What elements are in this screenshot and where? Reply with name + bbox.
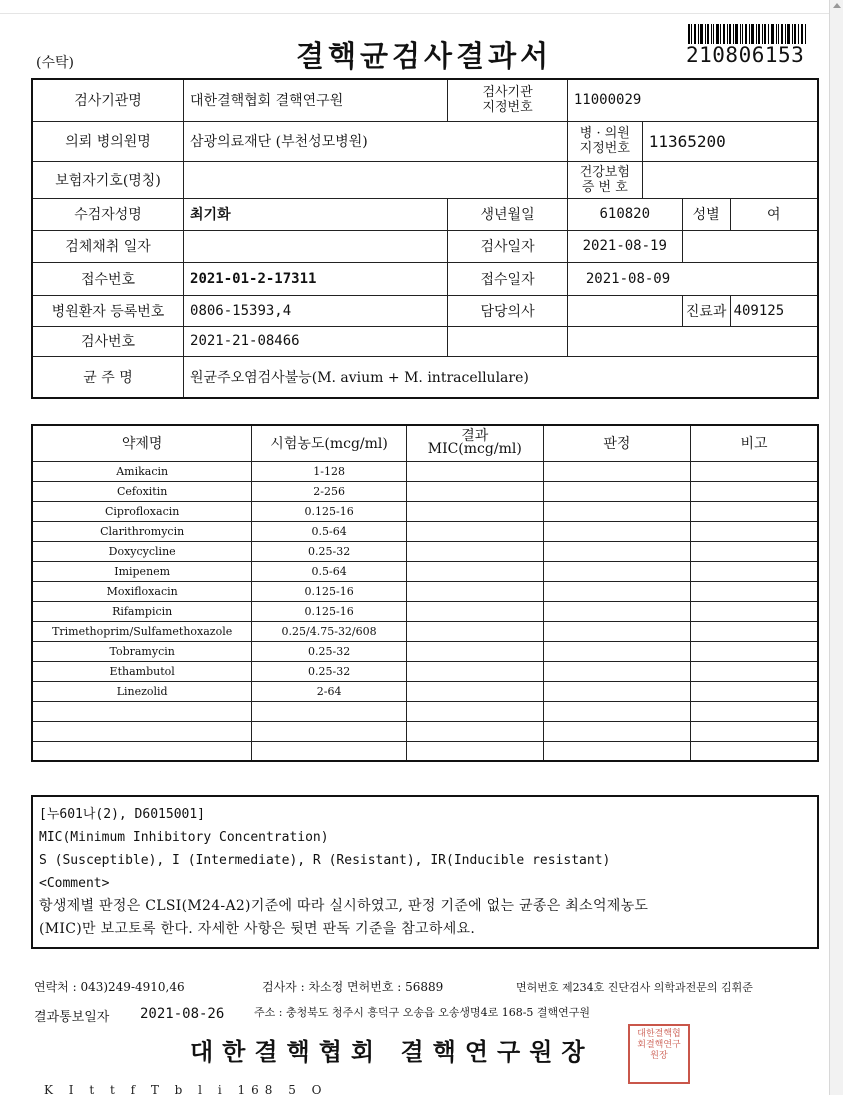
drug-range-cell: 0.25-32 — [252, 541, 407, 561]
strain-value: 원균주오염검사불능(M. avium + M. intracellulare) — [184, 356, 818, 398]
drug-result-cell — [406, 501, 543, 521]
scroll-up-arrow-icon[interactable] — [833, 3, 841, 8]
cut-off-text: K I t t f T b l i 168 5 O — [44, 1083, 328, 1095]
patient-info-table — [31, 78, 819, 399]
sex-value: 여 — [730, 198, 818, 230]
examiner: 검사자 : 차소정 면허번호 : 56889 — [262, 980, 444, 994]
viewer-top-edge — [0, 0, 843, 14]
client-label: 의뢰 병의원명 — [32, 121, 184, 161]
drug-drug-cell: Rifampicin — [32, 601, 252, 621]
drug-remarks-cell — [691, 641, 818, 661]
insurer-label: 보험자기호(명칭) — [32, 161, 184, 198]
drug-range-cell: 1-128 — [252, 461, 407, 481]
empty-cell — [448, 326, 568, 356]
drug-drug-cell: Ethambutol — [32, 661, 252, 681]
patient-label: 수검자성명 — [32, 198, 184, 230]
receipt-label: 접수번호 — [32, 262, 184, 295]
barcode-number: 210806153 — [686, 43, 805, 67]
drug-drug-cell: Linezolid — [32, 681, 252, 701]
drug-range-cell: 0.125-16 — [252, 581, 407, 601]
drug-remarks-cell — [691, 601, 818, 621]
drug-row — [32, 681, 818, 701]
receipt-date-label: 접수일자 — [448, 262, 568, 295]
drug-drug-cell: Cefoxitin — [32, 481, 252, 501]
header-range: 시험농도(mcg/ml) — [252, 425, 407, 461]
report-date: 2021-08-26 — [140, 1006, 225, 1022]
header-drug: 약제명 — [32, 425, 252, 461]
drug-judgment-cell — [543, 701, 690, 721]
drug-remarks-cell — [691, 461, 818, 481]
document-title: 결핵균검사결과서 — [296, 39, 553, 73]
drug-remarks-cell — [691, 501, 818, 521]
agency-no-label: 검사기관 지정번호 — [448, 79, 568, 121]
strain-label: 균 주 명 — [32, 356, 184, 398]
drug-remarks-cell — [691, 541, 818, 561]
sir-definition: S (Susceptible), I (Intermediate), R (Resistant), IR(Inducible resistant) — [39, 853, 611, 868]
drug-row — [32, 601, 818, 621]
reg-label: 병원환자 등록번호 — [32, 295, 184, 326]
header-judgment: 판정 — [543, 425, 690, 461]
birth-value: 610820 — [567, 198, 682, 230]
drug-row — [32, 661, 818, 681]
drug-result-cell — [406, 641, 543, 661]
drug-judgment-cell — [543, 521, 690, 541]
drug-judgment-cell — [543, 581, 690, 601]
comment-box — [31, 795, 819, 949]
drug-drug-cell: Moxifloxacin — [32, 581, 252, 601]
drug-judgment-cell — [543, 501, 690, 521]
agency-value: 대한결핵협회 결핵연구원 — [184, 79, 448, 121]
drug-judgment-cell — [543, 541, 690, 561]
drug-drug-cell: Clarithromycin — [32, 521, 252, 541]
exam-no-value: 2021-21-08466 — [184, 326, 448, 356]
sex-label: 성별 — [682, 198, 730, 230]
drug-row — [32, 721, 818, 741]
dept-value: 409125 — [730, 295, 818, 326]
drug-remarks-cell — [691, 741, 818, 761]
drug-remarks-cell — [691, 521, 818, 541]
drug-row — [32, 561, 818, 581]
drug-drug-cell — [32, 721, 252, 741]
drug-row — [32, 701, 818, 721]
drug-range-cell — [252, 701, 407, 721]
institution-signature: 대한결핵협회 결핵연구원장 — [190, 1037, 594, 1066]
comment-label: <Comment> — [39, 876, 110, 891]
drug-result-cell — [406, 581, 543, 601]
drug-remarks-cell — [691, 721, 818, 741]
drug-remarks-cell — [691, 661, 818, 681]
reg-value: 0806-15393,4 — [184, 295, 448, 326]
agency-no-value: 11000029 — [567, 79, 818, 121]
clinic-no-value: 11365200 — [642, 121, 818, 161]
drug-drug-cell — [32, 701, 252, 721]
drug-judgment-cell — [543, 721, 690, 741]
doctor-value — [567, 295, 682, 326]
license-info: 면허번호 제234호 진단검사 의학과전문의 김휘준 — [516, 981, 753, 994]
drug-range-cell: 2-256 — [252, 481, 407, 501]
drug-range-cell — [252, 721, 407, 741]
agency-label: 검사기관명 — [32, 79, 184, 121]
drug-remarks-cell — [691, 621, 818, 641]
drug-row — [32, 481, 818, 501]
drug-row — [32, 621, 818, 641]
contact: 연락처 : 043)249-4910,46 — [34, 980, 185, 994]
drug-judgment-cell — [543, 481, 690, 501]
test-date-value: 2021-08-19 — [567, 230, 682, 262]
drug-judgment-cell — [543, 641, 690, 661]
drug-row — [32, 521, 818, 541]
header-result: 결과 MIC(mcg/ml) — [406, 425, 543, 461]
drug-judgment-cell — [543, 681, 690, 701]
drug-result-cell — [406, 461, 543, 481]
drug-result-cell — [406, 561, 543, 581]
drug-remarks-cell — [691, 681, 818, 701]
receipt-value: 2021-01-2-17311 — [184, 262, 448, 295]
drug-row — [32, 541, 818, 561]
drug-judgment-cell — [543, 561, 690, 581]
drug-judgment-cell — [543, 621, 690, 641]
report-label: 결과통보일자 — [34, 1010, 110, 1025]
clinic-no-label: 병 · 의원 지정번호 — [567, 121, 642, 161]
drug-range-cell: 2-64 — [252, 681, 407, 701]
drug-result-cell — [406, 741, 543, 761]
health-ins-value — [642, 161, 818, 198]
drug-row — [32, 581, 818, 601]
comment-line-2: (MIC)만 보고토록 한다. 자세한 사항은 뒷면 판독 기준을 참고하세요. — [39, 921, 476, 937]
drug-row — [32, 501, 818, 521]
drug-result-cell — [406, 701, 543, 721]
drug-result-cell — [406, 521, 543, 541]
drug-result-cell — [406, 681, 543, 701]
drug-range-cell — [252, 741, 407, 761]
drug-row — [32, 641, 818, 661]
drug-result-cell — [406, 661, 543, 681]
birth-label: 생년월일 — [448, 198, 568, 230]
official-seal: 대한결핵협회결핵연구원장 — [628, 1024, 690, 1084]
drug-range-cell: 0.25/4.75-32/608 — [252, 621, 407, 641]
drug-drug-cell: Doxycycline — [32, 541, 252, 561]
drug-drug-cell: Ciprofloxacin — [32, 501, 252, 521]
comment-line-1: 항생제별 판정은 CLSI(M24-A2)기준에 따라 실시하였고, 판정 기준에 없는 균종은 최소억제농도 — [39, 898, 649, 914]
drug-remarks-cell — [691, 701, 818, 721]
drug-result-cell — [406, 601, 543, 621]
doctor-label: 담당의사 — [448, 295, 568, 326]
drug-judgment-cell — [543, 461, 690, 481]
drug-drug-cell: Imipenem — [32, 561, 252, 581]
collect-value — [184, 230, 448, 262]
empty-cell — [567, 326, 818, 356]
viewer-scrollbar[interactable] — [829, 0, 843, 1095]
drug-drug-cell: Trimethoprim/Sulfamethoxazole — [32, 621, 252, 641]
copy-label: (수탁) — [36, 55, 74, 71]
drug-judgment-cell — [543, 601, 690, 621]
empty-cell — [682, 230, 818, 262]
drug-row — [32, 741, 818, 761]
drug-remarks-cell — [691, 481, 818, 501]
test-date-label: 검사일자 — [448, 230, 568, 262]
drug-drug-cell: Amikacin — [32, 461, 252, 481]
drug-row — [32, 461, 818, 481]
drug-range-cell: 0.5-64 — [252, 561, 407, 581]
drug-range-cell: 0.125-16 — [252, 601, 407, 621]
collect-label: 검체채취 일자 — [32, 230, 184, 262]
drug-drug-cell: Tobramycin — [32, 641, 252, 661]
drug-judgment-cell — [543, 661, 690, 681]
drug-drug-cell — [32, 741, 252, 761]
address: 주소 : 충청북도 청주시 흥덕구 오송읍 오송생명4로 168-5 결핵연구원 — [254, 1006, 591, 1019]
drug-result-cell — [406, 481, 543, 501]
drug-result-cell — [406, 621, 543, 641]
drug-range-cell: 0.5-64 — [252, 521, 407, 541]
drug-range-cell: 0.25-32 — [252, 661, 407, 681]
health-ins-label: 건강보험 증 번 호 — [567, 161, 642, 198]
receipt-date-value: 2021-08-09 — [567, 262, 818, 295]
drug-susceptibility-table — [31, 424, 819, 762]
code-line: [누601나(2), D6015001] — [39, 807, 205, 822]
patient-name: 최기화 — [184, 198, 448, 230]
barcode-icon — [688, 24, 808, 44]
header-remarks: 비고 — [691, 425, 818, 461]
drug-result-cell — [406, 721, 543, 741]
drug-remarks-cell — [691, 581, 818, 601]
drug-range-cell: 0.125-16 — [252, 501, 407, 521]
exam-no-label: 검사번호 — [32, 326, 184, 356]
drug-range-cell: 0.25-32 — [252, 641, 407, 661]
dept-label: 진료과 — [682, 295, 730, 326]
client-value: 삼광의료재단 (부천성모병원) — [184, 121, 568, 161]
insurer-value — [184, 161, 568, 198]
mic-definition: MIC(Minimum Inhibitory Concentration) — [39, 830, 329, 845]
drug-result-cell — [406, 541, 543, 561]
drug-remarks-cell — [691, 561, 818, 581]
drug-judgment-cell — [543, 741, 690, 761]
